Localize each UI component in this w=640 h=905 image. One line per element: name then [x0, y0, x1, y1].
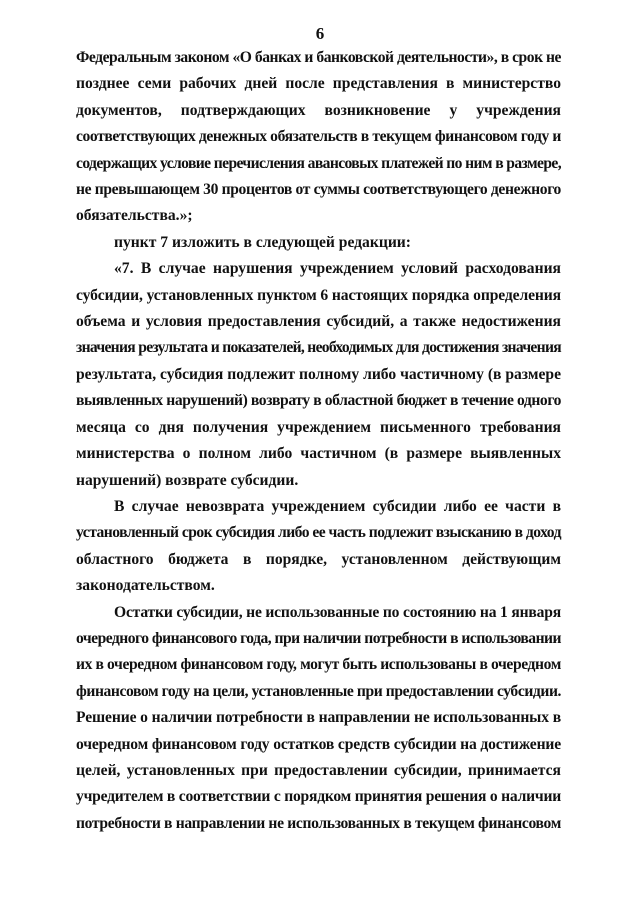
text-line: объема и условия предоставления субсидий, а также недостижения: [76, 313, 561, 331]
text-line: содержащих условие перечисления авансовых платежей по ним в размере,: [76, 154, 561, 172]
text-line: учредителем в соответствии с порядком принятия решения о наличии: [76, 788, 561, 806]
text-line: обязательства.»;: [76, 207, 193, 225]
text-line: Федеральным законом «О банках и банковской деятельности», в срок не: [76, 49, 562, 66]
text-line: установленный срок субсидия либо ее часть подлежит взысканию в доход: [76, 524, 561, 542]
text-line: нарушений) возврате субсидии.: [76, 471, 299, 489]
text-line: очередного финансового года, при наличии потребности в использовании: [76, 629, 561, 647]
document-body: [76, 45, 561, 837]
text-line: значения результата и показателей, необходимых для достижения значения: [76, 339, 561, 357]
text-line: областного бюджета в порядке, установленном действующим: [76, 550, 561, 568]
text-line: соответствующих денежных обязательств в текущем финансовом году и: [76, 128, 561, 146]
text-line: финансовом году на цели, установленные при предоставлении субсидии.: [76, 682, 561, 700]
text-line: Решение о наличии потребности в направлении не использованных в: [76, 709, 561, 727]
text-line: позднее семи рабочих дней после представления в министерство: [76, 75, 561, 93]
text-line: пункт 7 изложить в следующей редакции:: [114, 233, 411, 251]
text-line: потребности в направлении не использованных в текущем финансовом: [76, 814, 561, 832]
text-line: субсидии, установленных пунктом 6 настоящих порядка определения: [76, 286, 561, 304]
text-line: «7. В случае нарушения учреждением условий расходования: [114, 260, 561, 278]
text-line: министерства о полном либо частичном (в размере выявленных: [76, 445, 561, 463]
text-line: Остатки субсидии, не использованные по состоянию на 1 января: [114, 603, 561, 621]
text-line: В случае невозврата учреждением субсидии либо ее части в: [114, 497, 561, 515]
page-number: 6: [315, 24, 325, 43]
text-line: не превышающем 30 процентов от суммы соответствующего денежного: [76, 181, 561, 199]
text-line: выявленных нарушений) возврату в областной бюджет в течение одного: [76, 392, 561, 410]
text-line: месяца со дня получения учреждением письменного требования: [76, 418, 561, 436]
text-line: их в очередном финансовом году, могут быть использованы в очередном: [76, 656, 561, 674]
text-line: документов, подтверждающих возникновение у учреждения: [76, 101, 561, 119]
text-line: целей, установленных при предоставлении субсидии, принимается: [76, 761, 561, 779]
text-line: результата, субсидия подлежит полному либо частичному (в размере: [76, 365, 561, 383]
text-line: законодательством.: [76, 577, 215, 595]
text-line: очередном финансовом году остатков средств субсидии на достижение: [76, 735, 561, 753]
